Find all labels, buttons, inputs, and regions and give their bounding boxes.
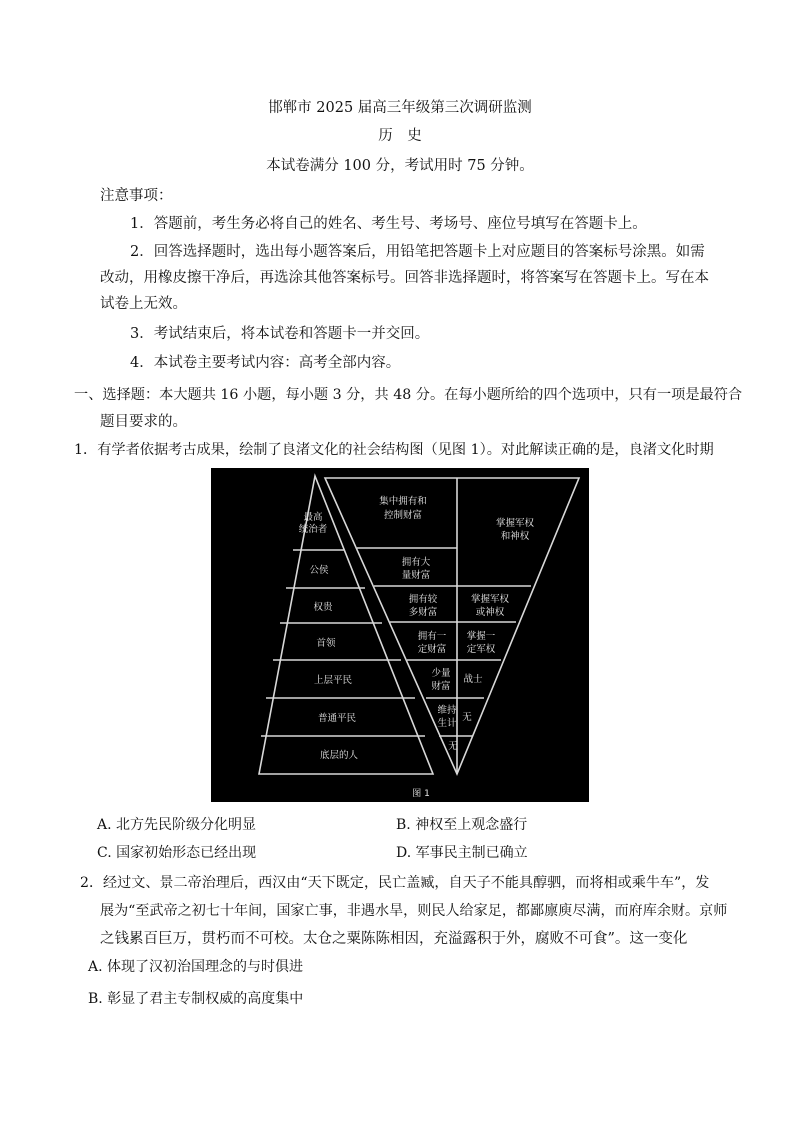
q1-option-d: D. 军事民主制已确立 [396, 845, 528, 861]
wealth-1a: 集中拥有和 [379, 496, 427, 507]
power-3b: 定军权 [466, 644, 496, 655]
q2-option-b: B. 彰显了君主专制权威的高度集中 [88, 991, 304, 1007]
label-top-ruler-2: 统治者 [298, 524, 328, 535]
notice-item-1: 1．答题前，考生务必将自己的姓名、考生号、考场号、座位号填写在答题卡上。 [130, 216, 647, 232]
label-chiefs: 首领 [316, 638, 336, 649]
wealth-3a: 拥有较 [408, 594, 438, 605]
q1-option-b: B. 神权至上观念盛行 [396, 817, 528, 833]
section-heading-cont: 题目要求的。 [100, 414, 187, 430]
label-upper-commoners: 上层平民 [313, 675, 353, 686]
notice-item-2: 2．回答选择题时，选出每小题答案后，用铅笔把答题卡上对应题目的答案标号涂黑。如需 [130, 244, 705, 260]
wealth-3b: 多财富 [408, 607, 438, 618]
figure-caption: 图 1 [412, 789, 430, 799]
wealth-5a: 少量 [431, 668, 451, 679]
notice-item-2-cont: 改动，用橡皮擦干净后，再选涂其他答案标号。回答非选择题时，将答案写在答题卡上。写在本 [100, 270, 709, 286]
wealth-6b: 生计 [437, 718, 457, 729]
power-1a: 掌握军权 [495, 518, 535, 529]
power-2b: 或神权 [475, 607, 505, 618]
power-3a: 掌握一 [466, 631, 496, 642]
notice-item-3: 3．考试结束后，将本试卷和答题卡一并交回。 [130, 326, 430, 342]
wealth-7: 无 [448, 741, 458, 752]
q1-option-a: A. 北方先民阶级分化明显 [97, 817, 257, 833]
label-lowest: 底层的人 [319, 750, 359, 761]
label-elites: 权贵 [313, 602, 333, 613]
label-commoners: 普通平民 [317, 713, 357, 724]
q2-stem-2: 展为“至武帝之初七十年间，国家亡事，非遇水旱，则民人给家足，都鄙廪庾尽满，而府库余财。京师 [100, 903, 728, 919]
wealth-2b: 量财富 [401, 570, 431, 581]
wealth-1b: 控制财富 [383, 510, 423, 521]
power-4: 战士 [463, 674, 483, 685]
section-heading: 一、选择题：本大题共 16 小题，每小题 3 分，共 48 分。在每小题所给的四个选项中，只有一项是最符合 [74, 387, 743, 403]
notice-item-4: 4．本试卷主要考试内容：高考全部内容。 [130, 355, 401, 371]
power-2a: 掌握军权 [470, 594, 510, 605]
power-1b: 和神权 [500, 531, 530, 542]
notice-heading: 注意事项： [100, 188, 173, 204]
wealth-4a: 拥有一 [417, 631, 447, 642]
notice-item-2-end: 试卷上无效。 [100, 296, 187, 312]
social-structure-diagram [211, 468, 589, 802]
wealth-2a: 拥有大 [401, 557, 431, 568]
social-structure-figure [211, 468, 589, 802]
wealth-6a: 维持 [437, 705, 457, 716]
right-triangle-outline [325, 478, 579, 774]
exam-title: 邯郸市 2025 届高三年级第三次调研监测 [268, 100, 532, 116]
q1-stem: 1．有学者依据考古成果，绘制了良渚文化的社会结构图（见图 1）。对此解读正确的是，良渚文化时期 [74, 442, 714, 458]
power-5: 无 [462, 712, 472, 723]
q2-stem-3: 之钱累百巨万，贯朽而不可校。太仓之粟陈陈相因，充溢露积于外，腐败不可食”。这一变化 [100, 931, 688, 947]
q1-option-c: C. 国家初始形态已经出现 [97, 845, 257, 861]
subject-title: 历 史 [378, 128, 422, 144]
wealth-5b: 财富 [431, 681, 451, 692]
wealth-4b: 定财富 [417, 644, 447, 655]
exam-info: 本试卷满分 100 分，考试用时 75 分钟。 [266, 158, 534, 174]
label-top-ruler-1: 最高 [303, 512, 323, 523]
q2-option-a: A. 体现了汉初治国理念的与时俱进 [88, 959, 304, 975]
q2-stem-1: 2．经过文、景二帝治理后，西汉由“天下既定，民亡盖臧，自天子不能具醇驷，而将相或乘牛车”，发 [80, 875, 710, 891]
label-nobles: 公侯 [309, 565, 329, 576]
